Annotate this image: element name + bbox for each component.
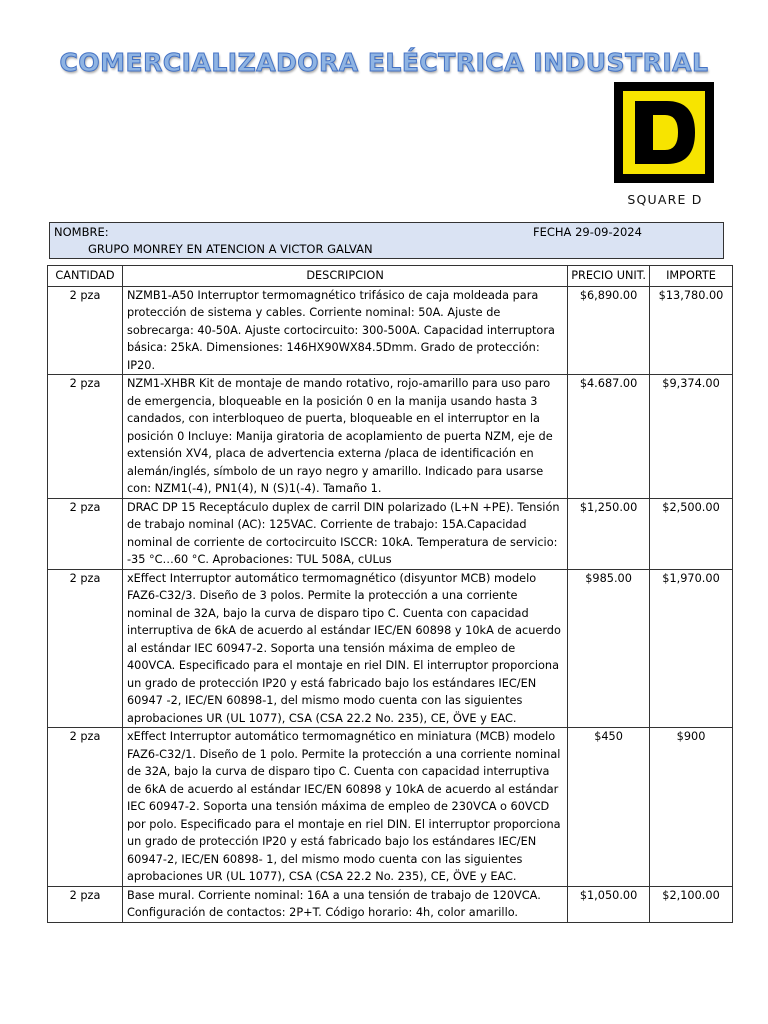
cell-precio: $4.687.00 (568, 375, 650, 499)
cell-descripcion: DRAC DP 15 Receptáculo duplex de carril DIN polarizado (L+N +PE). Tensión de trabajo nominal (AC): 125VAC. Corriente de trabajo: 15A.Capacidad nominal de corriente de cortocircuito ISCCR: 10kA. Temperatura de servicio: -35 °C…60 °C. Aprobaciones: TUL 508A, cULus (122, 498, 567, 569)
cell-precio: $1,050.00 (568, 886, 650, 922)
table-row (48, 498, 733, 569)
cell-descripcion: Base mural. Corriente nominal: 16A a una tensión de trabajo de 120VCA. Configuración de contactos: 2P+T. Código horario: 4h, color amarillo. (122, 886, 567, 922)
company-title: COMERCIALIZADORA ELÉCTRICA INDUSTRIAL (59, 48, 709, 77)
table-header-row (48, 266, 733, 287)
header-precio: PRECIO UNIT. (568, 266, 650, 287)
nombre-label: NOMBRE: (54, 225, 109, 239)
cell-descripcion: NZMB1-A50 Interruptor termomagnético trifásico de caja moldeada para protección de sistema y cables. Corriente nominal: 50A. Ajuste de sobrecarga: 40-50A. Ajuste cortocircuito: 300-500A. Capacidad interruptora básica: 25kA. Dimensiones: 146HX90WX84.5Dmm. Grado de protección: IP20. (122, 286, 567, 375)
cell-importe: $9,374.00 (650, 375, 733, 499)
nombre-value: GRUPO MONREY EN ATENCION A VICTOR GALVAN (88, 242, 373, 256)
cell-cantidad: 2 pza (48, 286, 123, 375)
cell-cantidad: 2 pza (48, 375, 123, 499)
cell-importe: $2,100.00 (650, 886, 733, 922)
table-row (48, 375, 733, 499)
cell-cantidad: 2 pza (48, 569, 123, 728)
table-row (48, 886, 733, 922)
cell-descripcion: xEffect Interruptor automático termomagnético (disyuntor MCB) modelo FAZ6-C32/3. Diseño de 3 polos. Permite la protección a una corriente nominal de 32A, bajo la curva de disparo tipo C. Cuenta con capacidad interruptiva de 6kA de acuerdo al estándar IEC/EN 60898 y 10kA de acuerdo al estándar IEC 60947-2. Soporta una tensión máxima de empleo de 400VCA. Especificado para el montaje en riel DIN. El interruptor proporciona un grado de protección IP20 y está fabricado bajo los estándares IEC/EN 60947 -2, IEC/EN 60898-1, del mismo modo cuenta con las siguientes aprobaciones UR (UL 1077), CSA (CSA 22.2 No. 235), CE, ÖVE y EAC. (122, 569, 567, 728)
table-row (48, 728, 733, 887)
cell-precio: $450 (568, 728, 650, 887)
cell-importe: $900 (650, 728, 733, 887)
table-row (48, 569, 733, 728)
cell-precio: $6,890.00 (568, 286, 650, 375)
header-importe: IMPORTE (650, 266, 733, 287)
cell-precio: $1,250.00 (568, 498, 650, 569)
header-descripcion: DESCRIPCION (122, 266, 567, 287)
cell-importe: $13,780.00 (650, 286, 733, 375)
client-info-box (49, 222, 724, 259)
cell-cantidad: 2 pza (48, 728, 123, 887)
cell-precio: $985.00 (568, 569, 650, 728)
logo-text: SQUARE D (627, 192, 703, 207)
header-cantidad: CANTIDAD (48, 266, 123, 287)
table-row (48, 286, 733, 375)
cell-descripcion: xEffect Interruptor automático termomagnético en miniatura (MCB) modelo FAZ6-C32/1. Diseño de 1 polo. Permite la protección a una corriente nominal de 32A, bajo la curva de disparo tipo C. Cuenta con capacidad interruptiva de 6kA de acuerdo al estándar IEC/EN 60898 y 10kA de acuerdo al estándar IEC 60947-2. Soporta una tensión máxima de empleo de 230VCA o 60VCD por polo. Especificado para el montaje en riel DIN. El interruptor proporciona un grado de protección IP20 y está fabricado bajo los estándares IEC/EN 60947-2, IEC/EN 60898- 1, del mismo modo cuenta con las siguientes aprobaciones UR (UL 1077), CSA (CSA 22.2 No. 235), CE, ÖVE y EAC. (122, 728, 567, 887)
cell-importe: $2,500.00 (650, 498, 733, 569)
cell-descripcion: NZM1-XHBR Kit de montaje de mando rotativo, rojo-amarillo para uso paro de emergencia, bloqueable en la posición 0 en la manija usando hasta 3 candados, con interbloqueo de puerta, bloqueable en el interruptor en la posición 0 Incluye: Manija giratoria de acoplamiento de puerta NZM, eje de extensión XV4, placa de advertencia externa /placa de identificación en alemán/inglés, símbolo de un rayo negro y amarillo. Indicado para usarse con: NZM1(-4), PN1(4), N (S)1(-4). Tamaño 1. (122, 375, 567, 499)
square-d-logo (614, 82, 716, 207)
square-d-logo-icon (614, 82, 714, 183)
cell-cantidad: 2 pza (48, 498, 123, 569)
cell-cantidad: 2 pza (48, 886, 123, 922)
fecha: FECHA 29-09-2024 (533, 225, 642, 239)
cell-importe: $1,970.00 (650, 569, 733, 728)
items-table (47, 265, 733, 923)
